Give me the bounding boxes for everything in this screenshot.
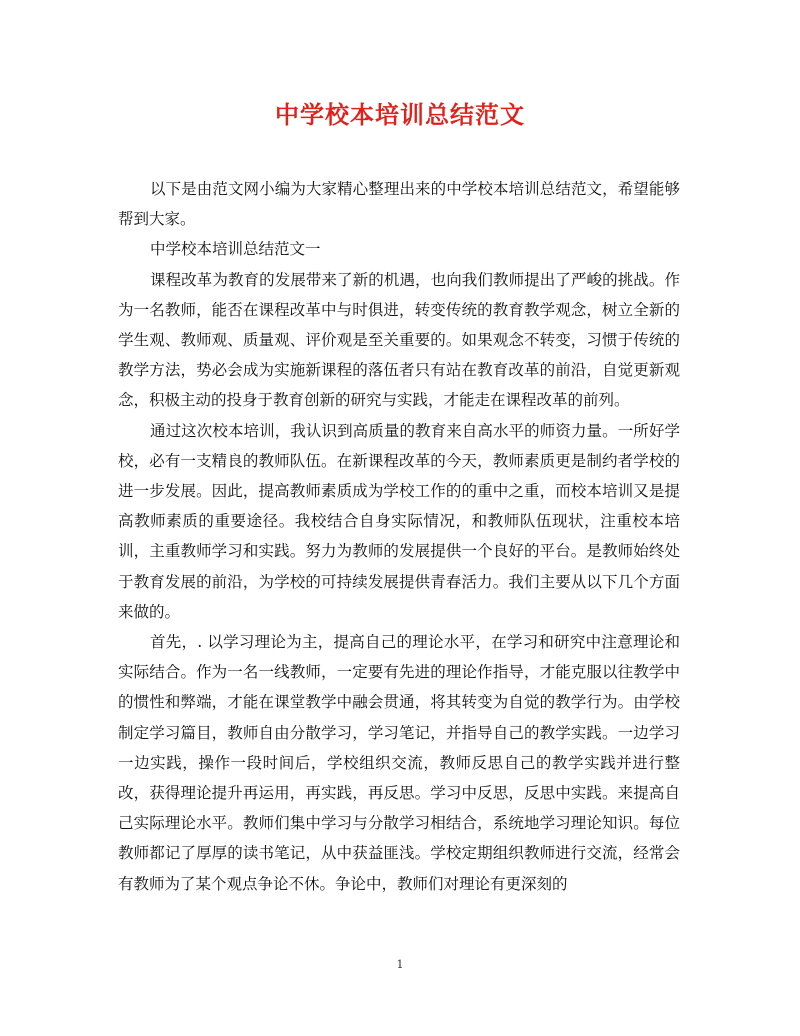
document-body: [118, 174, 680, 899]
section-heading: 中学校本培训总结范文一: [150, 240, 321, 259]
paragraph-school-training: 通过这次校本培训，我认识到高质量的教育来自高水平的师资力量。一所好学校，必有一支精良的教师队伍。在新课程改革的今天，教师素质更是制约者学校的进一步发展。因此，提高教师素质成为学校工作的的重中之重，而校本培训又是提高教师素质的重要途径。我校结合自身实际情况，和教师队伍现状，注重校本培训，主重教师学习和实践。努力为教师的发展提供一个良好的平台。是教师始终处于教育发展的前沿，为学校的可持续发展提供青春活力。我们主要从以下几个方面来做的。: [118, 421, 680, 621]
document-title: 中学校本培训总结范文: [275, 100, 525, 129]
paragraph-curriculum-reform: 课程改革为教育的发展带来了新的机遇，也向我们教师提出了严峻的挑战。作为一名教师，能否在课程改革中与时俱进，转变传统的教育教学观念，树立全新的学生观、教师观、质量观、评价观是至关重要的。如果观念不转变，习惯于传统的教学方法，势必会成为实施新课程的落伍者只有站在教育改革的前沿，自觉更新观念，积极主动的投身于教育创新的研究与实践，才能走在课程改革的前列。: [118, 270, 680, 410]
page-number: 1: [396, 958, 404, 971]
paragraph-intro: 以下是由范文网小编为大家精心整理出来的中学校本培训总结范文，希望能够帮到大家。: [118, 180, 680, 229]
paragraph-theory-learning: 首先，. 以学习理论为主，提高自己的理论水平，在学习和研究中注意理论和实际结合。作为一名一线教师，一定要有先进的理论作指导，才能克服以往教学中的惯性和弊端，才能在课堂教学中融会贯通，将其转变为自觉的教学行为。由学校制定学习篇目，教师自由分散学习，学习笔记，并指导自己的教学实践。一边学习一边实践，操作一段时间后，学校组织交流，教师反思自己的教学实践并进行整改，获得理论提升再运用，再实践，再反思。学习中反思，反思中实践。来提高自己实际理论水平。教师们集中学习与分散学习相结合，系统地学习理论知识。每位教师都记了厚厚的读书笔记，从中获益匪浅。学校定期组织教师进行交流，经常会有教师为了某个观点争论不休。争论中，教师们对理论有更深刻的: [118, 633, 680, 893]
